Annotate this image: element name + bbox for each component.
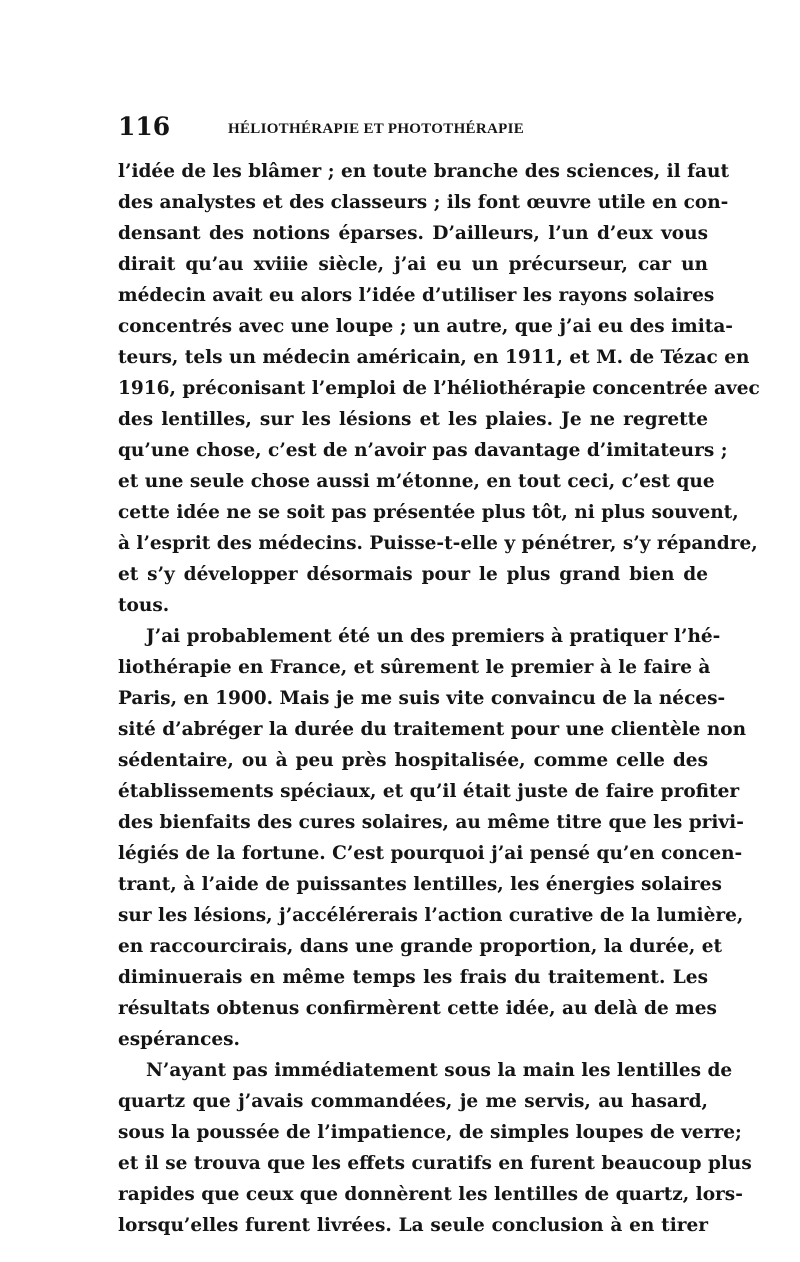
text-line: 1916, préconisant l’emploi de l’héliothérapie concentrée avec	[118, 378, 760, 399]
text-line: des bienfaits des cures solaires, au même titre que les privi-	[118, 812, 744, 833]
text-line: et une seule chose aussi m’étonne, en tout ceci, c’est que	[118, 471, 715, 492]
body-text	[118, 156, 760, 1241]
text-line: Paris, en 1900. Mais je me suis vite convaincu de la néces-	[118, 688, 726, 709]
text-line: trant, à l’aide de puissantes lentilles, les énergies solaires	[118, 874, 722, 895]
text-line: légiés de la fortune. C’est pourquoi j’ai pensé qu’en concen-	[118, 843, 743, 864]
text-line: quartz que j’avais commandées, je me servis, au hasard,	[118, 1091, 708, 1112]
running-title: HÉLIOTHÉRAPIE ET PHOTOTHÉRAPIE	[228, 121, 525, 137]
text-line: en raccourcirais, dans une grande proportion, la durée, et	[118, 936, 723, 957]
text-line: sédentaire, ou à peu près hospitalisée, comme celle des	[118, 750, 708, 771]
running-head	[118, 112, 708, 146]
text-line: qu’une chose, c’est de n’avoir pas davantage d’imitateurs ;	[118, 440, 728, 461]
text-line: densant des notions éparses. D’ailleurs, l’un d’eux vous	[118, 223, 708, 244]
text-line: tous.	[118, 595, 170, 616]
text-line: liothérapie en France, et sûrement le premier à le faire à	[118, 657, 711, 678]
text-line: sur les lésions, j’accélérerais l’action curative de la lumière,	[118, 905, 744, 926]
text-line: et s’y développer désormais pour le plus grand bien de	[118, 564, 708, 585]
text-line: cette idée ne se soit pas présentée plus tôt, ni plus souvent,	[118, 502, 739, 523]
text-line: à l’esprit des médecins. Puisse-t-elle y pénétrer, s’y répandre,	[118, 533, 758, 554]
text-line: médecin avait eu alors l’idée d’utiliser les rayons solaires	[118, 285, 715, 306]
text-line: des analystes et des classeurs ; ils font œuvre utile en con-	[118, 192, 729, 213]
text-line: rapides que ceux que donnèrent les lentilles de quartz, lors-	[118, 1184, 743, 1205]
text-line: teurs, tels un médecin américain, en 1911, et M. de Tézac en	[118, 347, 750, 368]
text-line: et il se trouva que les effets curatifs en furent beaucoup plus	[118, 1153, 752, 1174]
page-number: 116	[118, 112, 171, 141]
text-line: sous la poussée de l’impatience, de simples loupes de verre;	[118, 1122, 742, 1143]
text-line: établissements spéciaux, et qu’il était juste de faire profiter	[118, 781, 740, 802]
text-line: dirait qu’au xviiie siècle, j’ai eu un précurseur, car un	[118, 254, 708, 275]
text-line: concentrés avec une loupe ; un autre, que j’ai eu des imita-	[118, 316, 733, 337]
paragraph-start-line: J’ai probablement été un des premiers à pratiquer l’hé-	[146, 626, 721, 647]
text-line: l’idée de les blâmer ; en toute branche des sciences, il faut	[118, 161, 730, 182]
text-line: espérances.	[118, 1029, 240, 1050]
text-line: des lentilles, sur les lésions et les plaies. Je ne regrette	[118, 409, 708, 430]
text-line: lorsqu’elles furent livrées. La seule conclusion à en tirer	[118, 1215, 708, 1236]
text-line: sité d’abréger la durée du traitement pour une clientèle non	[118, 719, 747, 740]
text-line: résultats obtenus confirmèrent cette idée, au delà de mes	[118, 998, 717, 1019]
text-line: diminuerais en même temps les frais du traitement. Les	[118, 967, 708, 988]
paragraph-start-line: N’ayant pas immédiatement sous la main les lentilles de	[146, 1060, 733, 1081]
